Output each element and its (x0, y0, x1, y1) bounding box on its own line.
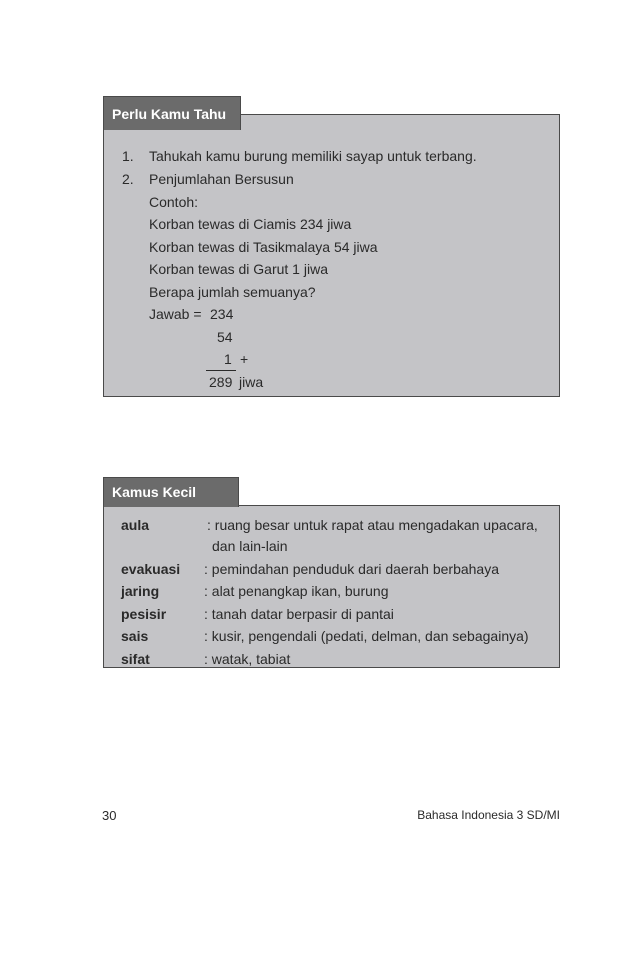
glossary-definition: : watak, tabiat (204, 651, 291, 667)
sum-unit: jiwa (239, 374, 264, 390)
glossary-term: sifat (121, 651, 150, 667)
info-box-title: Perlu Kamu Tahu (103, 96, 241, 130)
glossary-definition: : ruang besar untuk rapat atau mengadakan upacara, (207, 517, 538, 533)
answer-label: Jawab = (149, 306, 202, 322)
glossary-term: evakuasi (121, 561, 181, 577)
example-line-2: Korban tewas di Tasikmalaya 54 jiwa (149, 239, 378, 255)
item-number-2: 2. (122, 171, 134, 187)
glossary-title: Kamus Kecil (103, 477, 239, 507)
page-number: 30 (102, 808, 117, 823)
glossary-definition: : pemindahan penduduk dari daerah berbahaya (204, 561, 500, 577)
sum-result: 289 (209, 374, 233, 390)
glossary-definition: : tanah datar berpasir di pantai (204, 606, 394, 622)
glossary-definition: : kusir, pengendali (pedati, delman, dan sebagainya) (204, 628, 529, 644)
example-label: Contoh: (149, 194, 199, 210)
addend-1: 234 (210, 306, 234, 322)
glossary-definition-continued: dan lain-lain (212, 538, 288, 554)
addend-2: 54 (217, 329, 233, 345)
glossary-term: pesisir (121, 606, 167, 622)
example-line-3: Korban tewas di Garut 1 jiwa (149, 261, 328, 277)
plus-sign: + (240, 351, 249, 367)
glossary-definition: : alat penangkap ikan, burung (204, 583, 389, 599)
glossary-term: sais (121, 628, 149, 644)
item-text-2: Penjumlahan Bersusun (149, 171, 294, 187)
addend-3: 1 (224, 351, 232, 367)
item-text-1: Tahukah kamu burung memiliki sayap untuk terbang. (149, 148, 477, 164)
book-title: Bahasa Indonesia 3 SD/MI (417, 808, 560, 822)
example-line-1: Korban tewas di Ciamis 234 jiwa (149, 216, 352, 232)
example-question: Berapa jumlah semuanya? (149, 284, 316, 300)
item-number-1: 1. (122, 148, 134, 164)
sum-line (206, 370, 236, 371)
glossary-term: jaring (121, 583, 160, 599)
glossary-term: aula (121, 517, 150, 533)
